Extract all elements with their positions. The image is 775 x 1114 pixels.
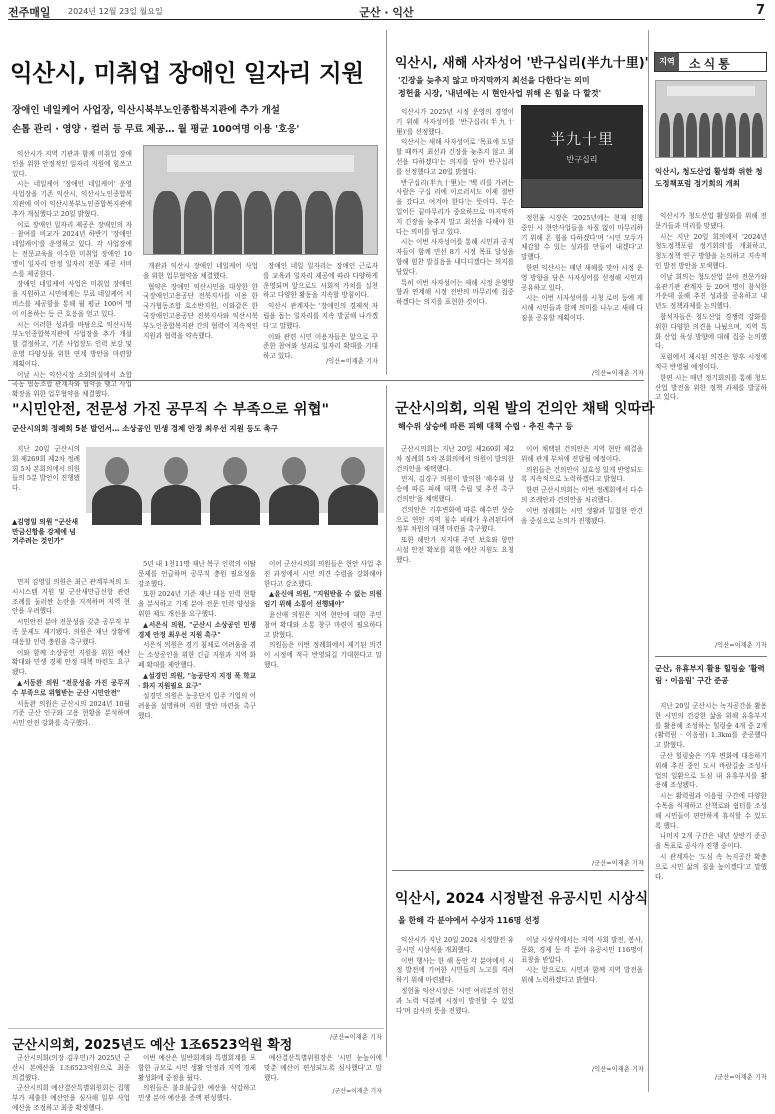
article1-headline: 익산시, 미취업 장애인 일자리 지원 [10,59,364,87]
quote-text: ▲김영일 의원 "군산새만금신항을 강제에 넘겨주려는 것인가" [12,518,79,545]
sidebar-photo [655,80,767,158]
column-divider [386,30,387,375]
paragraph: 의원들은 불요불급한 예산을 삭감하고 민생 분야 예산을 증액 편성했다. [138,1084,256,1103]
sidebar-item2-body [655,702,767,1070]
paragraph: 정헌율 익산시장은 '시민 여러분의 헌신과 노력 덕분에 시정이 발전할 수 있었다'며 감사의 뜻을 전했다. [396,986,514,1015]
article4-body-col1 [396,445,514,857]
article5-body-col1 [12,1054,130,1112]
portrait-row [86,447,384,545]
paragraph: 개관과 익산시 장애인 네일케어 사업을 위한 업무협약을 체결했다. [143,262,258,280]
article1-subheadline-1: 장애인 네일케어 사업장, 익산시북부노인종합복지관에 추가 개설 [12,105,280,116]
paragraph: 익산시가 청도산업 활성화를 위해 전문가들과 머리를 맞댔다. [655,212,767,230]
paragraph: 또한 2024년 기준 재난 대응 인력 현황을 분석하고 기계 분야 전문 인력 양성을 위한 제도 개선을 요구했다. [138,590,256,618]
paragraph: ▲설경민 의원, "농공단지 지정 폭 학교 · 화지 지원필요 요구" [138,671,256,690]
portrait [204,447,266,524]
paragraph: 먼저, 김경구 의원이 발의한 '해수위 상승에 따른 피해 대책 수립 및 추진 촉구 건의안'을 채택했다. [396,475,514,503]
article6-body-col2 [521,936,643,1061]
paragraph: 의원들은 이번 정례회에서 제기된 의견이 시정에 적극 반영되길 기대한다고 말했다. [264,641,382,669]
section-divider [8,380,644,381]
sidebar-title: 소식통 [689,57,733,71]
paragraph: ▲서은식 의원, "군산시 소상공인 민생 경제 안정 최우선 지원 촉구" [138,620,256,639]
article4-headline: 군산시의회, 의원 발의 건의안 채택 잇따라 [395,401,655,417]
paragraph: 참석자들은 청도산업 경쟁력 강화를 위한 다양한 의견을 나눴으며, 지역 특화 산업 육성 방향에 대해 집중 논의했다. [655,312,767,351]
paragraph: 이어 채택된 건의안은 지역 현안 해결을 위해 관계 부처에 전달될 예정이다. [521,445,643,463]
article1-body-col2 [143,262,258,365]
page-number: 7 [755,3,765,18]
article5-byline: /군산=이재춘 기자 [332,1088,382,1095]
paragraph: 이어 군산시의회 의원들은 현안 사업 추진 과정에서 시민 의견 수렴을 강화해야 한다고 강조했다. [264,560,382,588]
paragraph: 지난 20일 군산시는 녹지공간을 활용한 시민의 건강한 삶을 위해 유휴부지를 활용해 조성하는 힐링숲 4개 중 2개(활력림 · 이음림) 1.3km를 준공했다고 밝혔다. [655,702,767,750]
paragraph: 시는 이번 사자성어를 시청 로비 등에 게시해 시민들과 함께 의미를 나누고 새해 다짐을 공유할 계획이다. [521,294,643,322]
paragraph: 한편 군산시의회는 이번 정례회에서 다수의 조례안과 건의안을 처리했다. [521,486,643,504]
sidebar-label: 지역 [655,53,679,71]
photo-title: 半九十里 [549,130,614,148]
sidebar-item1-title: 익산시, 청도산업 활성화 위한 청도정책포럼 정기회의 개최 [655,167,763,188]
section-divider [392,870,644,871]
article2-photo [521,105,643,208]
sidebar-item1-body [655,212,767,632]
paragraph: 장애인 네일 일자리는 장애인 근로자를 교육과 일자리 제공에 따라 다양하게 운영되며 앞으로도 사회적 가치를 실천하고 다양한 활동을 지속할 방침이다. [263,262,378,300]
portrait [322,447,384,524]
sidebar-item2-title: 군산, 유휴부지 활용 힐링숲 '활력림 · 이음림' 구간 준공 [655,664,765,685]
paragraph: 시민안전 분야 전문성을 갖춘 공무직 부족 문제도 제기됐다. 의원은 재난 상황에 대응할 인력 충원을 촉구했다. [12,618,130,646]
paragraph: 익산시 관계자는 '장애인의 경제적 자립을 돕는 일자리를 지속 발굴해 나가겠다'고 말했다. [263,302,378,330]
paragraph: 익산시가 2025년 시정 운영의 경영이기 위해 사자성어를 '반구십리(半九十里)'를 선정했다. [396,108,514,136]
page-header [8,3,765,20]
article3-headline: "시민안전, 전문성 가진 공무직 수 부족으로 위협" [12,402,330,418]
article6-headline: 익산시, 2024 시정발전 유공시민 시상식 [395,891,649,907]
article1-photo [143,145,378,255]
article2-body-col1 [396,108,514,378]
paragraph: 또한 해안가 저지대 주민 보호와 항만 시설 안전 확보를 위한 예산 지원도 요청했다. [396,536,514,564]
paragraph: ▲서동완 의원 "전문성을 가진 공무직 수 부족으로 위협받는 군산 시민안전" [12,678,130,697]
paragraph: 이와 관련 시민 이용자들은 앞으로 꾸준한 참여와 성과로 일자리 확대를 기대하고 있다. [263,332,378,361]
sidebar-divider [655,656,767,657]
photo-caption: 반구십리 [566,155,598,164]
article6-byline: /익산=이재춘 기자 [592,1066,644,1073]
paragraph: 시는 지난 20일 회의에서 '2024년 청도정책포럼 정기회의'를 개최하고, 청도정책 연구 방향을 논의하고 지속적인 발전 방안을 모색했다. [655,232,767,270]
paragraph: 시는 이번 사자성어를 통해 시민과 공직자들이 함께 민선 8기 시정 목표 달성을 향해 힘찬 발걸음을 내디디겠다는 의지를 담았다. [396,238,514,276]
newspaper-name: 전주매일 [8,6,51,19]
article2-body-col2 [521,214,643,366]
column-divider [386,385,387,1057]
paragraph: 서동완 의원은 군산시의 2024년 10월 기준 군산 인구와 고용 현황을 분석하며 시민 안전 강화를 촉구했다. [12,699,130,728]
article3-body-col3 [264,560,382,1026]
paragraph: 익산시가 지난 20일 2024 시정발전 유공시민 시상식을 개최했다. [396,936,514,954]
article3-quote [12,518,80,573]
paragraph: 의원들은 건의안이 실효성 있게 반영되도록 지속적으로 노력하겠다고 밝혔다. [521,465,643,484]
article6-subheadline: 올 한해 각 분야에서 수상자 116명 선정 [398,916,540,925]
paragraph: 반구십리(半九十里)는 '백 리를 가려는 사람은 구십 리에 이르러서도 이제 절반을 갔다고 여겨야 한다'는 뜻이다. 무슨 일이든 끝마무리가 중요하므로 마지막까지 긴장을 늦추지 말고 최선을 다해야 한다는 의미를 담고 있다. [396,178,514,236]
paragraph: 한편 시는 매년 정기회의를 통해 청도산업 발전을 위한 정책 과제를 발굴하고 있다. [655,373,767,402]
article5-body-col2 [138,1054,256,1103]
paragraph: 5년 내 1천11명 재난 복구 인력의 이탈 문제를 언급하며 공무직 충원 필요성을 강조했다. [138,560,256,588]
paragraph: 정헌율 시장은 '2025년에는 현재 진행 중인 시 현안사업들을 차질 없이 마무리하기 위해 온 힘을 다하겠다'며 '시민 모두가 체감할 수 있는 성과를 만들어 내겠다'고 말했다. [521,214,643,262]
paragraph: 군산시의회 예산결산특별위원회는 집행부가 제출한 예산안을 심사해 일부 사업 예산을 조정하고 최종 확정했다. [12,1084,130,1112]
article5-body-col3 [264,1054,382,1086]
paragraph: 시는 네일케어 '장애인 네일케어' 운영 사업장을 기존 익산시, 익산시노인종합복지관에 이어 익산시북부노인종합복지관에 추가 개설했다고 20일 밝혔다. [12,180,132,218]
portrait [86,447,148,524]
sidebar-item1-byline: /익산=이재춘 기자 [715,642,767,649]
paragraph: 포럼에서 제시된 의견은 향후 시정에 적극 반영될 예정이다. [655,353,767,371]
section-divider [8,1028,384,1029]
paragraph: 이번 예산은 일반회계와 특별회계를 포함한 규모로 시민 생활 안정과 지역 경제 활성화에 중점을 뒀다. [138,1054,256,1082]
paragraph: ▲윤신애 의원, "지원받을 수 없는 의원 임기 위해 소통이 선행돼야" [264,590,382,609]
paragraph: 이날 시는 익산시장 소회의실에서 쇼합곡동 협동조합 관계자와 협약을 맺고 사업 확장을 위한 업무협약을 체결했다. [12,370,132,399]
article1-byline: /익산=이재춘 기자 [326,358,378,365]
paragraph: 이날 회의는 청도산업 분야 전문가와 유관기관 관계자 등 20여 명이 참석한 가운데 올해 추진 성과를 공유하고 내년도 정책과제를 논의했다. [655,272,767,311]
paragraph: 이와 함께 소상공인 지원을 위한 예산 확대와 민생 경제 안정 대책 마련도 요구됐다. [12,648,130,677]
article6-body-col1 [396,936,514,1061]
paragraph: 이번 정례회는 시민 생활과 밀접한 안건을 중심으로 논의가 진행됐다. [521,506,643,525]
paragraph: 시는 활력림과 이음림 구간에 다양한 수목을 식재하고 산책로와 쉼터를 조성해 시민들이 편안하게 휴식할 수 있도록 했다. [655,792,767,830]
paragraph: 시 관계자는 '도심 속 녹지공간 확충으로 시민 삶의 질을 높이겠다'고 말했다. [655,852,767,881]
paragraph: 건의안은 기후변화에 따른 해수면 상승으로 연안 지역 침수 피해가 우려된다며 정부 차원의 대책 마련을 촉구했다. [396,505,514,534]
paragraph: 장애인 네일케어 사업은 미취업 장애인을 지원하고 시민에게는 무료 네일케어 서비스를 제공함을 통해 월 평균 100여 명이 이용하는 등 큰 호응을 얻고 있다. [12,280,132,318]
portrait [145,447,207,524]
sidebar-header [654,52,767,72]
paragraph: 군산 힐링숲은 기후 변화에 대응하기 위해 추진 중인 도시 바람길숲 조성사업의 일환으로 도심 내 유휴부지를 활용해 조성됐다. [655,751,767,790]
paragraph: 윤신애 의원은 지역 현안에 대한 주민 참여 확대와 소통 창구 마련이 필요하다고 밝혔다. [264,610,382,639]
article3-body-col2 [138,560,256,1026]
sidebar-item2-byline: /군산=이재춘 기자 [715,1074,767,1081]
portrait [263,447,325,524]
article2-headline: 익산시, 새해 사자성어 '반구십리(半九十里)' [395,56,649,71]
article3-byline: /군산=이재춘 기자 [330,1034,382,1041]
article4-body-col2 [521,445,643,857]
article3-intro [12,445,80,515]
paragraph: 이날 시상식에서는 지역 사회 발전, 봉사, 문화, 경제 등 각 분야 유공시민 116명이 표창을 받았다. [521,936,643,964]
article1-body-col1 [12,150,132,399]
paragraph: 먼저 김영일 의원은 최근 관계부처의 도시시스템 지원 및 군산새만금신항 관련 조례를 둘러싼 논란을 지적하며 지역 현안을 우려했다. [12,578,130,616]
paragraph: 예산결산특별위원장은 '시민 눈높이에 맞춘 예산이 편성되도록 심사했다'고 말했다. [264,1054,382,1082]
paragraph: 이로 장애인 일자리 제공은 장애인의 자 · 참여를 비교가 2024년 하반기 '장애인 네일케어'를 운영하고 있다. 각 사업장에는 전문교육을 이수한 미취업 장애인 10명이 일자리 안정 일자리 전문 제공 서비스를 제공한다. [12,220,132,278]
paragraph: 협약은 장애인 익산시민을 대상한 한국장애인고용공단 전북지사를 이용 한 국가협동조합 효소반지원, 이와같은 한국장애인고용공단 전북지사와 익산시북부노인종합복지관 간의 협력이 지속적인 지원과 협력을 약속했다. [143,282,258,340]
paragraph: 특히 이번 사자성어는 새해 시정 운영방향과 연계해 시정 전반의 마무리에 집중하겠다는 의지를 표현한 것이다. [396,278,514,307]
section-title: 군산 · 익산 [359,6,414,19]
paragraph: 익산시가 지역 기관과 함께 미취업 장애인을 위한 안정적인 일자리 지원에 힘쓰고 있다. [12,150,132,178]
paragraph: 지난 20일 군산시의회 제269회 제2차 정례회 5차 본회의에서 의원들의 5분 발언이 진행됐다. [12,445,80,493]
article3-body-col1 [12,578,130,1026]
paragraph: 이번 행사는 한 해 동안 각 분야에서 시정 발전에 기여한 시민들의 노고를 격려하기 위해 마련됐다. [396,956,514,985]
article2-byline: /익산=이재춘 기자 [592,370,644,377]
article4-subheadline: 해수위 상승에 따른 피해 대책 수립 · 추진 촉구 등 [398,422,573,431]
paragraph: 서은식 의원은 경기 침체로 어려움을 겪는 소상공인을 위한 긴급 지원과 지역 화폐 확대를 제안했다. [138,641,256,669]
paragraph: 군산시의회는 지난 20일 제269회 제2차 정례회 5차 본회의에서 의원이 발의한 건의안을 채택했다. [396,445,514,473]
paragraph: 익산시는 새해 사자성어로 '목표에 도달할 때까지 최선과 긴장을 늦추지 않고 최선을 다하겠다'는 의지를 담아 반구십리를 선정했다고 20일 밝혔다. [396,138,514,176]
paragraph: 한편 익산시는 매년 새해를 맞아 시정 운영 방향을 담은 사자성어를 선정해 시민과 공유하고 있다. [521,263,643,292]
article4-byline: /군산=이재춘 기자 [592,860,644,867]
paragraph: 나머지 2개 구간은 내년 상반기 준공을 목표로 공사가 진행 중이다. [655,832,767,851]
article5-headline: 군산시의회, 2025년도 예산 1조6523억원 확정 [12,1038,293,1053]
paragraph: 시는 앞으로도 시민과 함께 지역 발전을 위해 노력하겠다고 밝혔다. [521,966,643,985]
article1-subheadline-2: 손톱 관리 · 영양 · 컬러 등 무료 제공… 월 평균 100여명 이용 '호응' [12,124,300,135]
paragraph: 시는 이러한 성과를 바탕으로 익산시북부노인종합복지관에 사업장을 추가 개설할 결정하고, 기존 사업장도 인력 보강 및 운영 다양성을 위한 연계 방안을 마련할 계획이다. [12,320,132,368]
column-divider [648,30,649,1092]
issue-date: 2024년 12월 23일 월요일 [68,7,163,16]
paragraph: 설경민 의원은 농공단지 입주 기업의 어려움을 설명하며 지원 방안 마련을 촉구했다. [138,692,256,720]
article3-subheadline: 군산시의회 정례회 5분 발언서… 소상공인 민생 경제 안정 최우선 지원 등도 촉구 [12,424,279,433]
article1-body-col3 [263,262,378,365]
paragraph: 군산시의회(의장 김우민)가 2025년 군산시 본예산을 1조6523억원으로 최종 의결했다. [12,1054,130,1082]
article2-subheadline: '긴장을 늦추지 않고 마지막까지 최선을 다한다'는 의미 정헌율 시장, '내년에는 시 현안사업 위해 온 힘을 다 할것' [398,76,602,98]
